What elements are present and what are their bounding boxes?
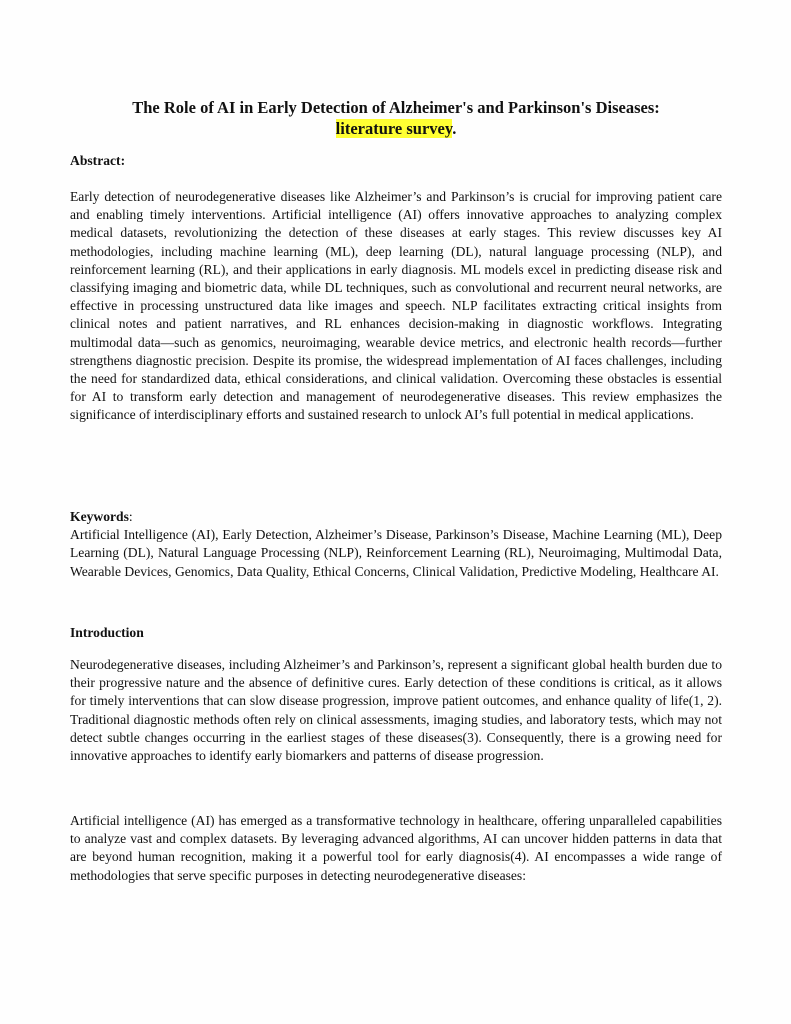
- keywords-section: [70, 508, 722, 581]
- title-suffix: .: [452, 119, 457, 138]
- title-highlighted-text: literature survey: [335, 119, 453, 138]
- keywords-list: Artificial Intelligence (AI), Early Detection, Alzheimer’s Disease, Parkinson’s Disease, Machine Learning (ML), Deep Learning (DL), Natural Language Processing (NLP), Reinforcement Learning (RL), Neuroimaging, Multimodal Data, Wearable Devices, Genomics, Data Quality, Ethical Concerns, Clinical Validation, Predictive Modeling, Healthcare AI.: [70, 527, 722, 579]
- abstract-body: Early detection of neurodegenerative diseases like Alzheimer’s and Parkinson’s is crucial for improving patient care and enabling timely interventions. Artificial intelligence (AI) offers innovative approaches to analyzing complex medical datasets, revolutionizing the detection of these diseases at early stages. This review discusses key AI methodologies, including machine learning (ML), deep learning (DL), natural language processing (NLP), and reinforcement learning (RL), and their applications in early diagnosis. ML models excel in predicting disease risk and classifying imaging and biometric data, while DL techniques, such as convolutional and recurrent neural networks, are effective in processing unstructured data like images and speech. NLP facilitates extracting critical insights from clinical notes and patient narratives, and RL enhances decision-making in diagnostic workflows. Integrating multimodal data—such as genomics, neuroimaging, wearable device metrics, and electronic health records—further strengthens diagnostic precision. Despite its promise, the widespread implementation of AI faces challenges, including the need for standardized data, ethical considerations, and clinical validation. Overcoming these obstacles is essential for AI to transform early detection and management of neurodegenerative diseases. This review emphasizes the significance of interdisciplinary efforts and sustained research to unlock AI’s full potential in medical applications.: [70, 189, 722, 423]
- abstract-heading: Abstract:: [70, 153, 126, 168]
- keywords-separator: :: [128, 509, 133, 524]
- title-line-1: The Role of AI in Early Detection of Alzheimer's and Parkinson's Diseases:: [132, 98, 660, 117]
- paper-title: [70, 97, 722, 139]
- introduction-paragraph: Artificial intelligence (AI) has emerged as a transformative technology in healthcare, offering unparalleled capabilities to analyze vast and complex datasets. By leveraging advanced algorithms, AI can uncover hidden patterns in data that are beyond human recognition, making it a powerful tool for early diagnosis(4). AI encompasses a wide range of methodologies that serve specific purposes in detecting neurodegenerative diseases:: [70, 813, 722, 883]
- keywords-heading: Keywords: [70, 509, 129, 524]
- introduction-paragraph: Neurodegenerative diseases, including Alzheimer’s and Parkinson’s, represent a significant global health burden due to their progressive nature and the absence of definitive cures. Early detection of these conditions is critical, as it allows for timely interventions that can slow disease progression, improve patient outcomes, and enhance quality of life(1, 2). Traditional diagnostic methods often rely on clinical assessments, imaging studies, and laboratory tests, which may not detect subtle changes occurring in the earliest stages of these diseases(3). Consequently, there is a growing need for innovative approaches to identify early biomarkers and patterns of disease progression.: [70, 657, 722, 764]
- introduction-heading: Introduction: [70, 625, 144, 640]
